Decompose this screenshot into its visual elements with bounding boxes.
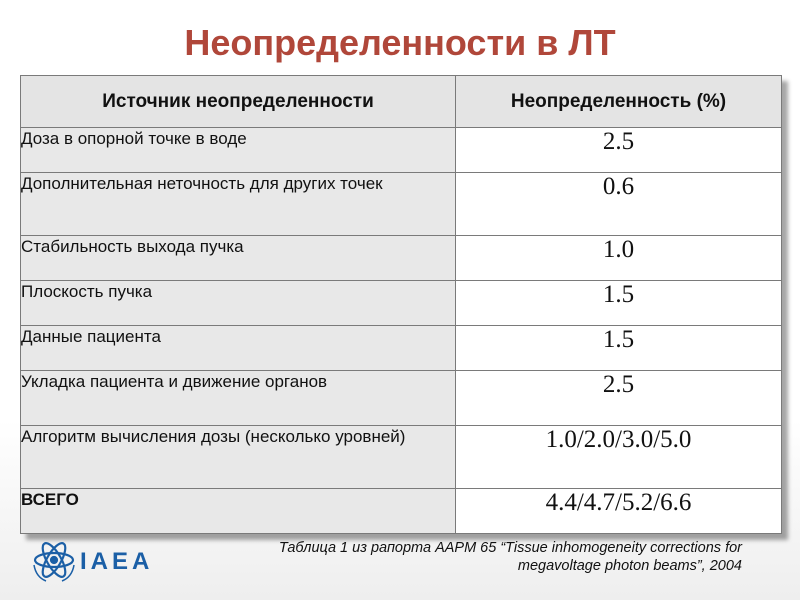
table-row bbox=[21, 281, 782, 326]
row-value: 2.5 bbox=[456, 371, 782, 426]
table-row bbox=[21, 371, 782, 426]
row-source: Стабильность выхода пучка bbox=[21, 236, 456, 281]
table-row-total bbox=[21, 489, 782, 534]
row-source: Доза в опорной точке в воде bbox=[21, 128, 456, 173]
row-value: 2.5 bbox=[456, 128, 782, 173]
table-row bbox=[21, 236, 782, 281]
table-header-row bbox=[21, 76, 782, 128]
row-value: 1.0/2.0/3.0/5.0 bbox=[456, 426, 782, 489]
table-row bbox=[21, 326, 782, 371]
row-source: Дополнительная неточность для других точек bbox=[21, 173, 456, 236]
table-row bbox=[21, 173, 782, 236]
row-value: 0.6 bbox=[456, 173, 782, 236]
row-source: Плоскость пучка bbox=[21, 281, 456, 326]
row-source: Алгоритм вычисления дозы (несколько уровней) bbox=[21, 426, 456, 489]
table-row bbox=[21, 128, 782, 173]
footnote-line-2: megavoltage photon beams”, 2004 bbox=[517, 558, 742, 574]
table-row bbox=[21, 426, 782, 489]
row-source-total: ВСЕГО bbox=[21, 489, 456, 534]
iaea-logo-text: IAEA bbox=[80, 548, 154, 575]
footnote-line-1: Таблица 1 из рапорта AAPM 65 “Tissue inhomogeneity corrections for bbox=[278, 540, 742, 556]
row-value: 1.5 bbox=[456, 281, 782, 326]
page-title: Неопределенности в ЛТ bbox=[184, 22, 616, 63]
row-value: 1.5 bbox=[456, 326, 782, 371]
footnote bbox=[142, 539, 742, 575]
row-source: Данные пациента bbox=[21, 326, 456, 371]
uncertainty-table bbox=[20, 75, 782, 534]
row-source: Укладка пациента и движение органов bbox=[21, 371, 456, 426]
row-value-total: 4.4/4.7/5.2/6.6 bbox=[456, 489, 782, 534]
column-header-uncertainty: Неопределенность (%) bbox=[456, 76, 782, 128]
column-header-source: Источник неопределенности bbox=[21, 76, 456, 128]
row-value: 1.0 bbox=[456, 236, 782, 281]
